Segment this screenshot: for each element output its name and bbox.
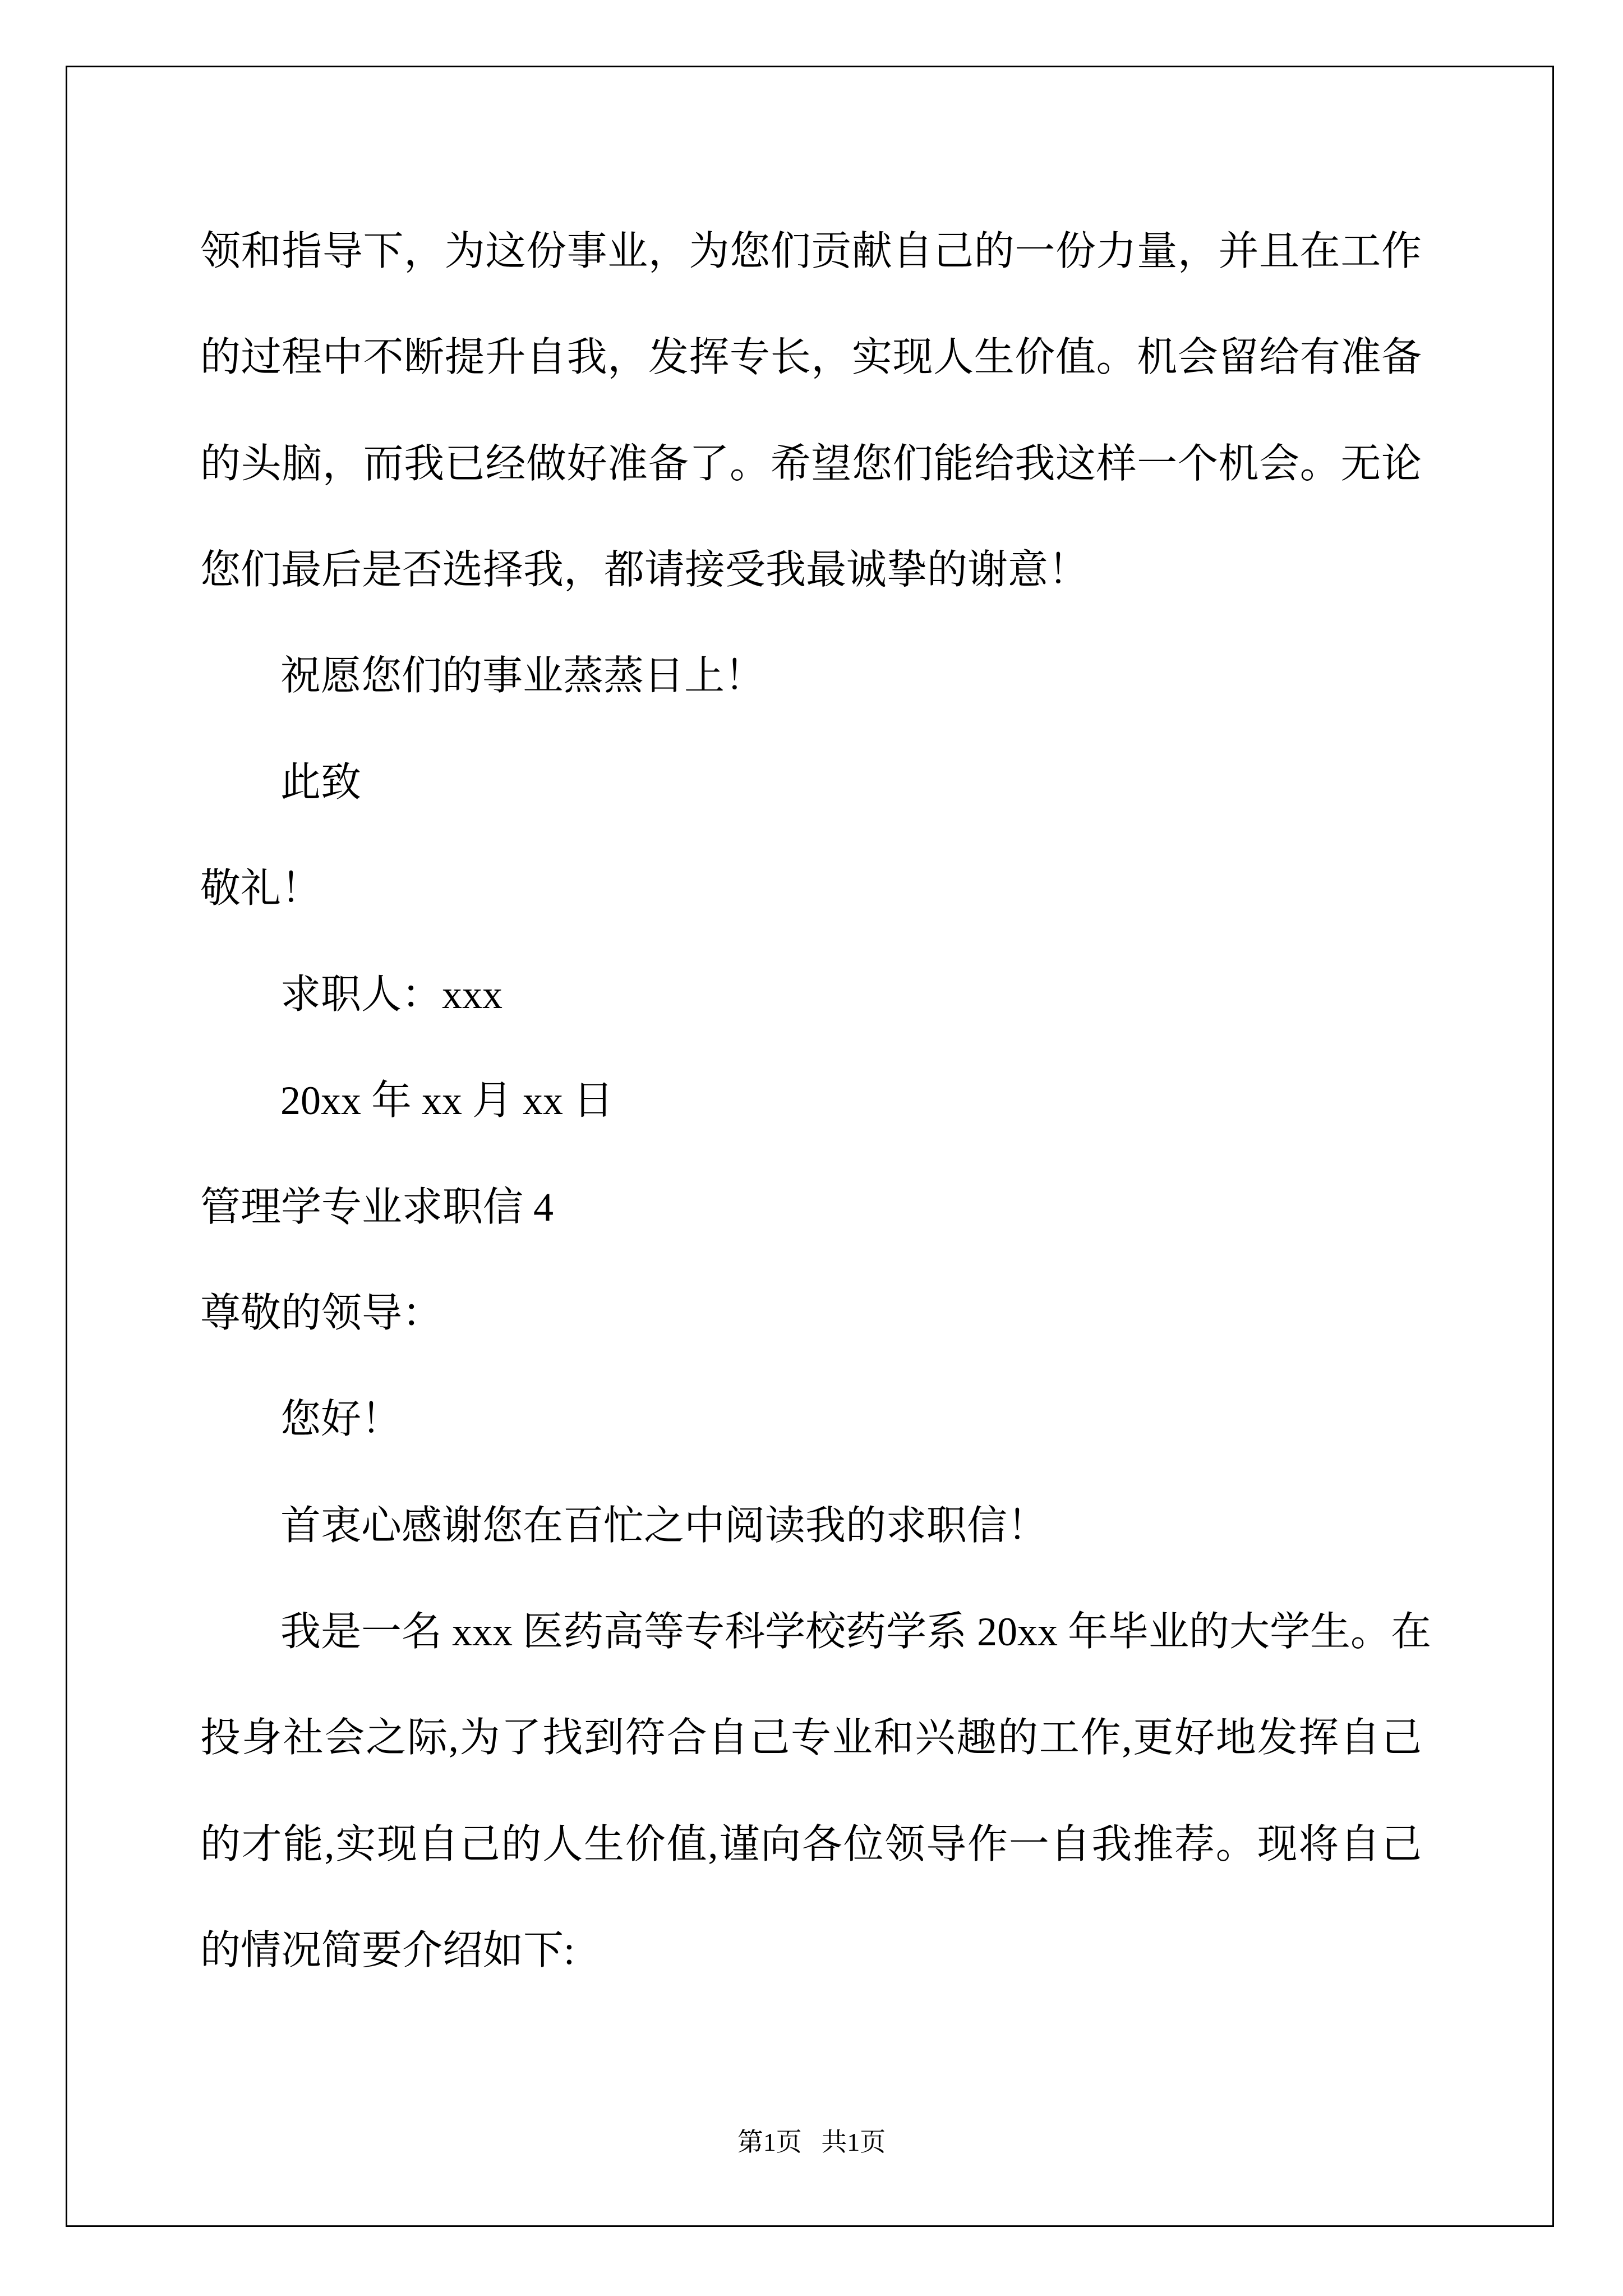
salutation: 尊敬的领导： [200, 1291, 443, 1336]
paragraph-line: 我是一名 xxx 医药高等专科学校药学系 20xx 年毕业的大学生。在 [280, 1609, 1432, 1654]
closing-wish: 祝愿您们的事业蒸蒸日上！ [280, 654, 766, 698]
closing-salute: 敬礼！ [200, 866, 322, 911]
paragraph-line: 领和指导下，为这份事业，为您们贡献自己的一份力量，并且在工作 [200, 229, 1422, 274]
signature: 求职人：xxx [280, 972, 503, 1017]
paragraph-line: 的头脑，而我已经做好准备了。希望您们能给我这样一个机会。无论 [200, 441, 1422, 486]
letter-title: 管理学专业求职信 4 [200, 1185, 554, 1230]
paragraph-line: 投身社会之际,为了找到符合自己专业和兴趣的工作,更好地发挥自己 [200, 1715, 1422, 1760]
page-border [66, 66, 1554, 2227]
paragraph-line: 您们最后是否选择我，都请接受我最诚挚的谢意！ [200, 547, 1089, 592]
paragraph-line: 的情况简要介绍如下: [200, 1928, 575, 1973]
opening-line: 首衷心感谢您在百忙之中阅读我的求职信！ [280, 1503, 1048, 1548]
letter-date: 20xx 年 xx 月 xx 日 [280, 1078, 614, 1123]
paragraph-line: 的过程中不断提升自我，发挥专长，实现人生价值。机会留给有准备 [200, 335, 1422, 380]
greeting: 您好！ [280, 1397, 402, 1442]
page-footer: 第1页 共1页 [737, 2128, 886, 2156]
closing-phrase: 此致 [280, 760, 362, 805]
paragraph-line: 的才能,实现自己的人生价值,谨向各位领导作一自我推荐。现将自己 [200, 1822, 1422, 1867]
